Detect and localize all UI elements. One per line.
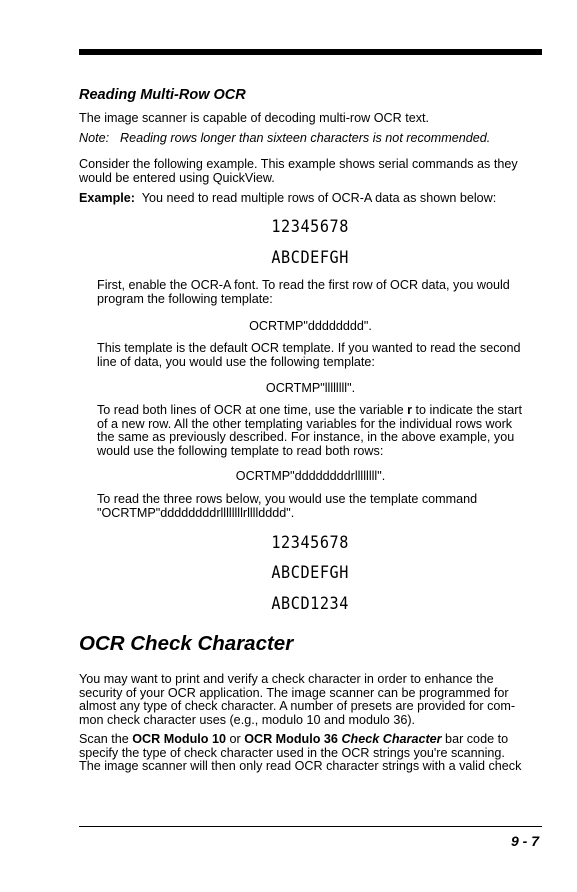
text-line: the same as previously described. For instance, in the above example, you <box>97 430 515 445</box>
ocr-sample-row: ABCDEFGH <box>271 563 350 582</box>
ocr-sample-row: 12345678 <box>271 533 350 552</box>
main-heading: OCR Check Character <box>79 632 294 655</box>
intro-paragraph: The image scanner is capable of decoding multi-row OCR text. <box>79 111 429 125</box>
text-line: The image scanner will then only read OCR character strings with a valid check <box>79 759 522 774</box>
footer-rule <box>79 826 542 827</box>
text-line: security of your OCR application. The image scanner can be programmed for <box>79 685 509 700</box>
text-line: You may want to print and verify a check character in order to enhance the <box>79 672 494 686</box>
note-label: Note: <box>79 131 110 145</box>
page-number: 9 - 7 <box>510 833 539 849</box>
default-paragraph <box>97 342 542 369</box>
text-line: would be entered using QuickView. <box>79 170 275 185</box>
header-rule <box>79 49 542 55</box>
text-line: "OCRTMP"ddddddddrllllllllrlllldddd". <box>97 505 295 520</box>
text-line: To read the three rows below, you would use the template command <box>97 492 478 506</box>
check-paragraph <box>79 673 549 727</box>
bar-code-name: Check Character <box>341 732 442 746</box>
text-line: First, enable the OCR-A font. To read the first row of OCR data, you would <box>97 278 510 292</box>
template-code: OCRTMP"llllllll". <box>265 381 356 395</box>
first-paragraph <box>97 279 542 306</box>
example-label: Example: <box>79 191 135 205</box>
consider-paragraph <box>79 158 549 185</box>
scan-paragraph <box>79 733 549 774</box>
text-line: of a new row. All the other templating variables for the individual rows work <box>97 416 513 431</box>
three-rows-paragraph <box>97 493 542 520</box>
ocr-sample-row: ABCDEFGH <box>271 248 350 267</box>
variable-r: r <box>407 403 413 417</box>
ocr-sample-row: 12345678 <box>271 217 350 236</box>
text-line: Scan the OCR Modulo 10 or OCR Modulo 36 Check Character bar code to <box>79 732 509 746</box>
example-paragraph <box>79 192 549 206</box>
text-line: This template is the default OCR template. If you wanted to read the second <box>97 341 521 355</box>
bar-code-name: OCR Modulo 10 <box>132 732 226 746</box>
template-code: OCRTMP"ddddddddrllllllll". <box>235 469 386 483</box>
note-text: Reading rows longer than sixteen characters is not recommended. <box>120 131 491 145</box>
text-line: To read both lines of OCR at one time, use the variable r to indicate the start <box>97 403 522 417</box>
bar-code-name: OCR Modulo 36 <box>244 732 338 746</box>
both-rows-paragraph <box>97 404 542 458</box>
ocr-sample-row: ABCD1234 <box>271 594 350 613</box>
text-line: almost any type of check character. A number of presets are provided for com- <box>79 699 516 714</box>
text-line: line of data, you would use the following template: <box>97 354 375 369</box>
text-line: mon check character uses (e.g., modulo 10 and modulo 36). <box>79 712 416 727</box>
example-text: You need to read multiple rows of OCR-A data as shown below: <box>141 191 497 205</box>
section-heading: Reading Multi-Row OCR <box>79 87 246 103</box>
template-code: OCRTMP"dddddddd". <box>249 319 372 333</box>
text-line: program the following template: <box>97 291 273 306</box>
text-line: Consider the following example. This example shows serial commands as they <box>79 157 518 171</box>
text-line: specify the type of check character used in the OCR strings you're scanning. <box>79 745 505 760</box>
note <box>79 132 549 146</box>
text-line: would use the following template to read both rows: <box>97 443 384 458</box>
